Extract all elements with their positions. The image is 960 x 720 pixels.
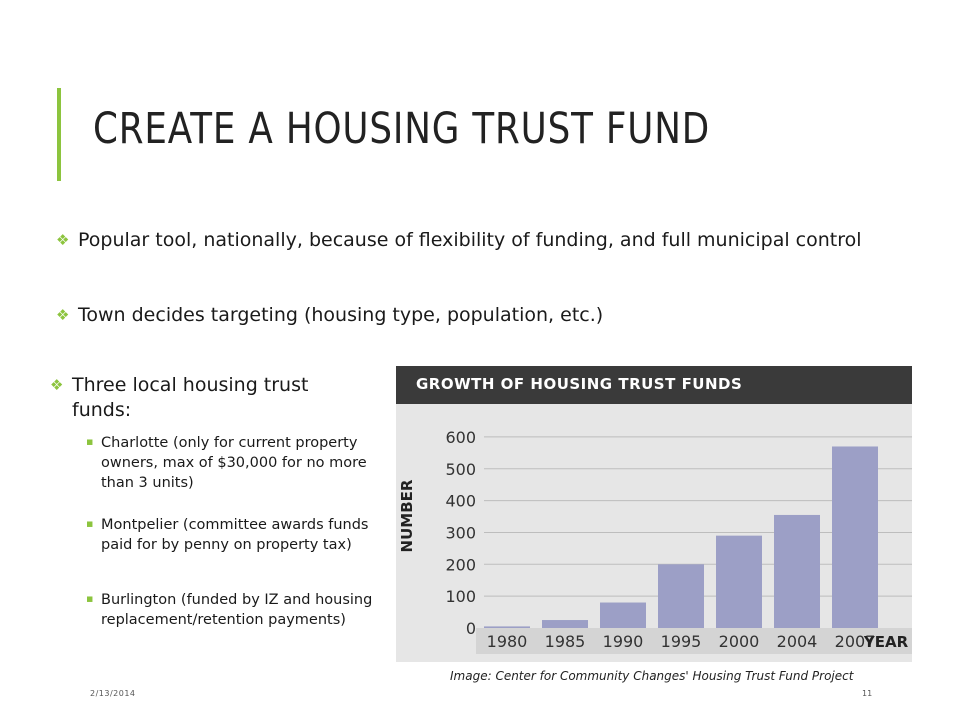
- image-credit: Image: Center for Community Changes' Housing Trust Fund Project: [450, 669, 854, 683]
- bar: [774, 515, 820, 628]
- x-tick-label: 2007: [834, 632, 876, 651]
- y-tick-label: 0: [465, 619, 476, 638]
- x-axis-label: YEAR: [863, 633, 909, 651]
- y-tick-label: 600: [445, 427, 476, 447]
- bar-chart: [396, 366, 912, 662]
- bar: [716, 536, 762, 628]
- y-tick-label: 100: [445, 587, 476, 607]
- sub-bullet-text: Charlotte (only for current property owners, max of $30,000 for no more than 3 units): [101, 435, 367, 491]
- sub-bullet-text: Montpelier (committee awards funds paid for by penny on property tax): [101, 517, 369, 553]
- y-tick-label: 400: [445, 491, 476, 511]
- x-tick-label: 2004: [776, 632, 818, 651]
- sub-bullet-montpelier: [86, 515, 376, 555]
- y-tick-label: 300: [445, 523, 476, 543]
- sub-bullet-charlotte: [86, 433, 376, 493]
- bullet-town-decides: [56, 303, 878, 328]
- x-tick-label: 1985: [544, 632, 586, 651]
- diamond-bullet-icon: ❖: [56, 231, 70, 249]
- chart-title: GROWTH OF HOUSING TRUST FUNDS: [416, 375, 743, 393]
- square-bullet-icon: ▪: [86, 592, 94, 605]
- diamond-bullet-icon: ❖: [50, 376, 64, 394]
- square-bullet-icon: ▪: [86, 435, 94, 448]
- sub-bullet-burlington: [86, 590, 376, 630]
- diamond-bullet-icon: ❖: [56, 306, 70, 324]
- bar: [542, 620, 588, 628]
- y-tick-label: 500: [445, 459, 476, 479]
- bar: [484, 626, 530, 628]
- title-accent-bar: [57, 88, 61, 181]
- x-tick-label: 1980: [486, 632, 528, 651]
- x-tick-label: 2000: [718, 632, 760, 651]
- bar: [658, 564, 704, 628]
- slide-title: CREATE A HOUSING TRUST FUND: [93, 104, 711, 154]
- bullet-popular-tool: [56, 228, 878, 253]
- bullet-text: Three local housing trust funds:: [72, 374, 309, 421]
- bullet-text: Popular tool, nationally, because of flexibility of funding, and full municipal control: [78, 229, 862, 251]
- y-axis-label: NUMBER: [398, 479, 416, 553]
- x-tick-label: 1990: [602, 632, 644, 651]
- footer-date: 2/13/2014: [90, 689, 136, 698]
- bar: [600, 603, 646, 628]
- bar: [832, 446, 878, 628]
- sub-bullet-text: Burlington (funded by IZ and housing replacement/retention payments): [101, 592, 373, 628]
- x-tick-label: 1995: [660, 632, 702, 651]
- chart-image: [396, 366, 912, 662]
- page-number: 11: [862, 689, 873, 698]
- y-tick-label: 200: [445, 555, 476, 575]
- bullet-text: Town decides targeting (housing type, population, etc.): [78, 304, 604, 326]
- square-bullet-icon: ▪: [86, 517, 94, 530]
- bullet-three-funds: [50, 373, 342, 423]
